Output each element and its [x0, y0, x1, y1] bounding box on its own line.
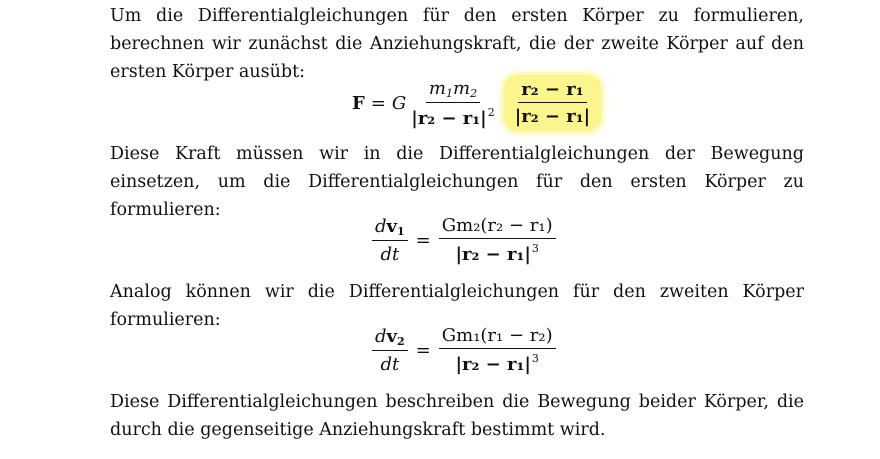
- d-symbol: d: [375, 215, 387, 237]
- derivative-numerator: [372, 326, 408, 351]
- distance-term: |r₂ − r₁|: [411, 107, 487, 129]
- equation-body-1: [370, 212, 558, 268]
- exponent-3: 3: [531, 242, 539, 255]
- mass-product: [426, 78, 480, 103]
- distance-term: |r₂ − r₁|: [455, 354, 531, 375]
- paragraph-analog: Analog können wir die Differentialgleichungen für den zweiten Körper formulieren:: [110, 282, 804, 330]
- exponent-3: 3: [531, 352, 539, 365]
- acceleration-fraction: [439, 215, 556, 265]
- derivative-denominator: dt: [380, 243, 400, 265]
- unit-vector-denominator: |r₂ − r₁|: [514, 106, 591, 127]
- unit-vector-numerator: r₂ − r₁: [518, 79, 586, 103]
- mass-1-index: 1: [445, 86, 453, 100]
- equation-force: [352, 76, 601, 130]
- highlighted-unit-vector: [504, 75, 601, 131]
- acceleration-denominator: [452, 239, 541, 265]
- distance-squared: [408, 103, 497, 129]
- velocity-symbol: v: [386, 215, 397, 237]
- derivative-denominator: dt: [380, 353, 400, 375]
- velocity-index: 2: [397, 334, 405, 348]
- gravitational-constant: G: [391, 92, 407, 114]
- mass-2-index: 2: [470, 86, 478, 100]
- velocity-symbol: v: [386, 325, 397, 347]
- acceleration-numerator: Gm₁(r₁ − r₂): [439, 325, 556, 349]
- equation-body-2: [370, 322, 558, 378]
- paragraph-intro: Um die Differentialgleichungen für den ersten Körper zu formulieren, berechnen wir zunächst die Anziehungskraft, die der zweite Körper auf den ersten Körper ausübt:: [110, 6, 804, 82]
- derivative-numerator: [372, 216, 408, 241]
- force-symbol: F: [352, 92, 365, 114]
- acceleration-fraction: [439, 325, 556, 375]
- equals-sign: =: [370, 92, 386, 114]
- paragraph-substitution: Diese Kraft müssen wir in die Differentialgleichungen der Bewegung einsetzen, um die Differentialgleichungen für den ersten Körper zu formulieren:: [110, 144, 804, 220]
- acceleration-numerator: Gm₂(r₂ − r₁): [439, 215, 556, 239]
- derivative-v2: [372, 326, 408, 375]
- mass-2: m: [452, 77, 471, 99]
- mass-fraction: [408, 78, 497, 129]
- d-symbol: d: [375, 325, 387, 347]
- derivative-v1: [372, 216, 408, 265]
- equals-sign: =: [415, 339, 431, 361]
- velocity-index: 1: [397, 224, 405, 238]
- paragraph-conclusion: Diese Differentialgleichungen beschreiben die Bewegung beider Körper, die durch die gegenseitige Anziehungskraft bestimmt wird.: [110, 392, 804, 440]
- acceleration-denominator: [452, 349, 541, 375]
- exponent-2: 2: [487, 105, 495, 119]
- mass-1: m: [428, 77, 446, 99]
- equals-sign: =: [415, 229, 431, 251]
- unit-vector-fraction: [512, 79, 593, 127]
- distance-term: |r₂ − r₁|: [455, 244, 531, 265]
